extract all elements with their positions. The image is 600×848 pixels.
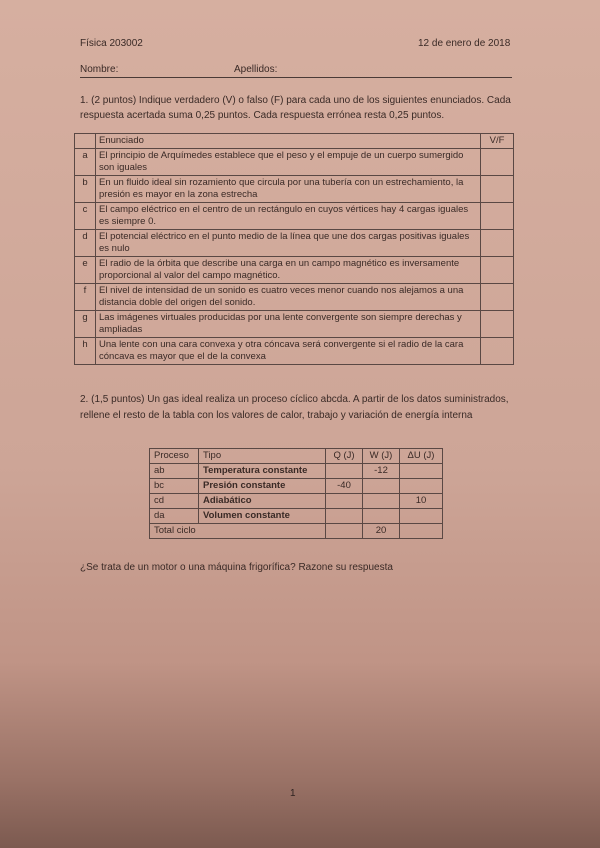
cell-w[interactable] bbox=[363, 509, 400, 524]
table-row bbox=[75, 257, 514, 284]
cell-proceso: bc bbox=[150, 479, 199, 494]
table-row bbox=[75, 149, 514, 176]
cell-du[interactable] bbox=[400, 464, 443, 479]
cell-proceso: ab bbox=[150, 464, 199, 479]
table-row bbox=[75, 338, 514, 365]
row-answer-cell[interactable] bbox=[481, 338, 514, 365]
table-row bbox=[150, 494, 443, 509]
cell-tipo: Temperatura constante bbox=[199, 464, 326, 479]
cell-w[interactable]: -12 bbox=[363, 464, 400, 479]
row-statement: El campo eléctrico en el centro de un rectángulo en cuyos vértices hay 4 cargas iguales es siempre 0. bbox=[96, 203, 481, 230]
cell-w[interactable] bbox=[363, 494, 400, 509]
row-letter: h bbox=[75, 338, 96, 365]
header-w: W (J) bbox=[363, 449, 400, 464]
row-statement: En un fluido ideal sin rozamiento que circula por una tubería con un estrechamiento, la presión es mayor en la zona estrecha bbox=[96, 176, 481, 203]
cell-q[interactable] bbox=[326, 464, 363, 479]
table-row bbox=[75, 311, 514, 338]
row-answer-cell[interactable] bbox=[481, 230, 514, 257]
cell-proceso: cd bbox=[150, 494, 199, 509]
cell-tipo: Volumen constante bbox=[199, 509, 326, 524]
row-letter: e bbox=[75, 257, 96, 284]
cell-tipo: Adiabático bbox=[199, 494, 326, 509]
header-proceso: Proceso bbox=[150, 449, 199, 464]
cell-du[interactable] bbox=[400, 479, 443, 494]
row-statement: Una lente con una cara convexa y otra cóncava será convergente si el radio de la cara cóncava es mayor que el de la convexa bbox=[96, 338, 481, 365]
course-code: Física 203002 bbox=[80, 38, 143, 49]
row-statement: El radio de la órbita que describe una carga en un campo magnético es inversamente proporcional al valor del campo magnético. bbox=[96, 257, 481, 284]
total-w[interactable]: 20 bbox=[363, 524, 400, 539]
cell-proceso: da bbox=[150, 509, 199, 524]
true-false-table bbox=[74, 133, 514, 365]
row-letter: c bbox=[75, 203, 96, 230]
total-row bbox=[150, 524, 443, 539]
question-2-followup: ¿Se trata de un motor o una máquina frigorífica? Razone su respuesta bbox=[80, 562, 393, 573]
table-row bbox=[75, 230, 514, 257]
row-answer-cell[interactable] bbox=[481, 176, 514, 203]
header-blank bbox=[75, 134, 96, 149]
header-q: Q (J) bbox=[326, 449, 363, 464]
header-enunciado: Enunciado bbox=[96, 134, 481, 149]
row-answer-cell[interactable] bbox=[481, 149, 514, 176]
cell-du[interactable]: 10 bbox=[400, 494, 443, 509]
row-letter: g bbox=[75, 311, 96, 338]
cell-q[interactable]: -40 bbox=[326, 479, 363, 494]
cell-q[interactable] bbox=[326, 494, 363, 509]
row-letter: d bbox=[75, 230, 96, 257]
table-row bbox=[150, 464, 443, 479]
row-statement: Las imágenes virtuales producidas por una lente convergente son siempre derechas y ampliadas bbox=[96, 311, 481, 338]
cell-q[interactable] bbox=[326, 509, 363, 524]
exam-date: 12 de enero de 2018 bbox=[418, 38, 511, 49]
row-letter: b bbox=[75, 176, 96, 203]
row-answer-cell[interactable] bbox=[481, 311, 514, 338]
header-tipo: Tipo bbox=[199, 449, 326, 464]
row-statement: El potencial eléctrico en el punto medio de la línea que une dos cargas positivas iguales es nulo bbox=[96, 230, 481, 257]
header-du: ΔU (J) bbox=[400, 449, 443, 464]
row-answer-cell[interactable] bbox=[481, 203, 514, 230]
row-answer-cell[interactable] bbox=[481, 284, 514, 311]
question-1-statement: 1. (2 puntos) Indique verdadero (V) o falso (F) para cada uno de los siguientes enunciados. Cada respuesta acertada suma 0,25 puntos. Cada respuesta errónea resta 0,25 puntos. bbox=[80, 95, 511, 121]
cell-tipo: Presión constante bbox=[199, 479, 326, 494]
thermo-header-row bbox=[150, 449, 443, 464]
total-du[interactable] bbox=[400, 524, 443, 539]
row-statement: El nivel de intensidad de un sonido es cuatro veces menor cuando nos alejamos a una distancia doble del origen del sonido. bbox=[96, 284, 481, 311]
name-line bbox=[80, 64, 512, 78]
table-row bbox=[150, 479, 443, 494]
surname-label: Apellidos: bbox=[234, 64, 278, 75]
table-row bbox=[75, 203, 514, 230]
row-answer-cell[interactable] bbox=[481, 257, 514, 284]
table-row bbox=[75, 176, 514, 203]
page-number: 1 bbox=[290, 788, 296, 799]
cell-w[interactable] bbox=[363, 479, 400, 494]
table-row bbox=[75, 284, 514, 311]
row-letter: a bbox=[75, 149, 96, 176]
row-letter: f bbox=[75, 284, 96, 311]
total-q[interactable] bbox=[326, 524, 363, 539]
question-2-statement: 2. (1,5 puntos) Un gas ideal realiza un proceso cíclico abcda. A partir de los datos suministrados, rellene el resto de la tabla con los valores de calor, trabajo y variación de energía interna bbox=[80, 394, 509, 421]
header-vf: V/F bbox=[481, 134, 514, 149]
cell-du[interactable] bbox=[400, 509, 443, 524]
thermo-table bbox=[149, 448, 443, 539]
name-label: Nombre: bbox=[80, 64, 119, 75]
total-label: Total ciclo bbox=[150, 524, 326, 539]
table-header-row bbox=[75, 134, 514, 149]
table-row bbox=[150, 509, 443, 524]
row-statement: El principio de Arquímedes establece que el peso y el empuje de un cuerpo sumergido son iguales bbox=[96, 149, 481, 176]
